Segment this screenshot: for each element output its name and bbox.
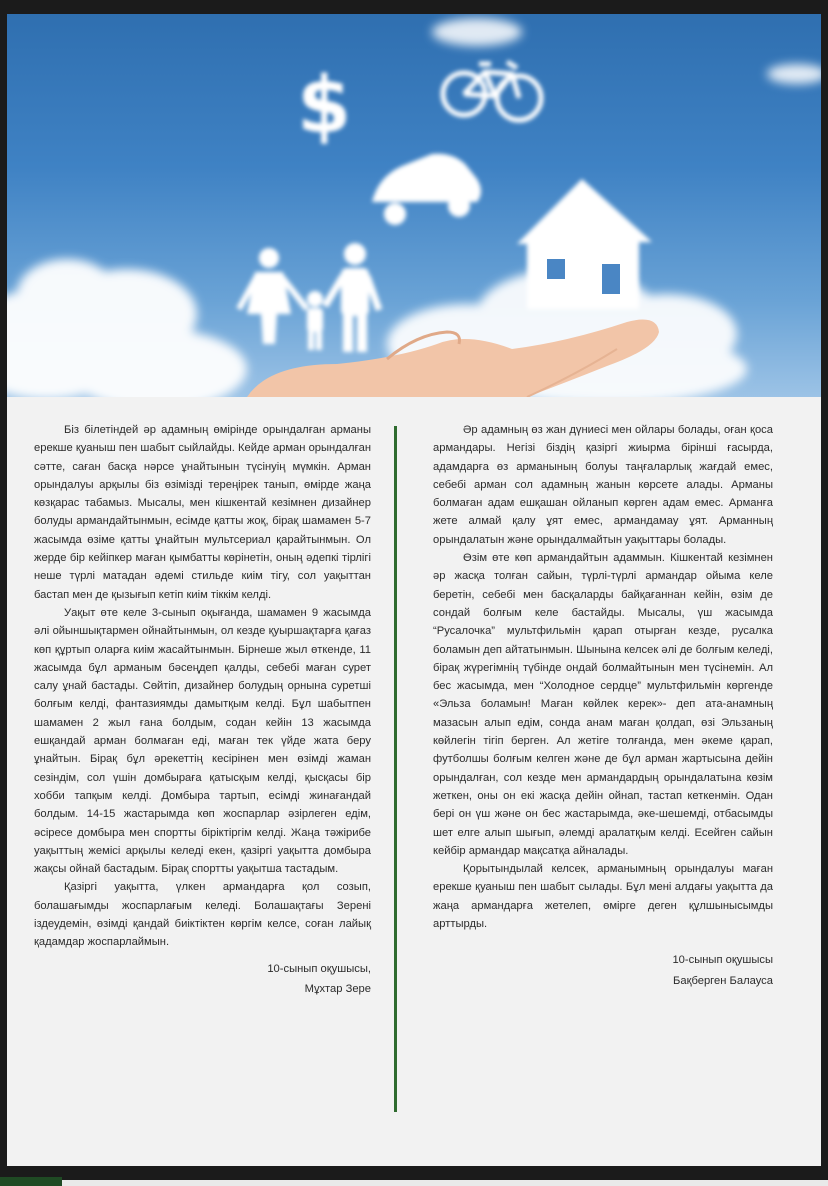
right-paragraph-2: Өзім өте көп армандайтын адаммын. Кішкентай кезімнен әр жасқа толған сайын, түрлі-түрлі армандар ойыма келе беретін, себебі мен басқаларды байқағаннан кейін, өзім де сондай болғым келе бастайды. Мысалы, үш жасымда “Русалочка” мультфильмін қарап отырған кезде, русалка боламын деп айтатынмын. Шынына келсек әлі де болғым келеді, бірақ жүрегімнің түбінде ондай болмайтынын мен түсінемін. Ал бес жасымда, мен “Холодное сердце” мультфильмін көргенде «Эльза боламын! Маған көйлек керек»- деп ата-анамның мазасын алып едім, сонда анам маған қолдап, өзі Эльзаның көйлегін тігіп берген. Ал жетіге толғанда, мен әкеме қарап, футболшы болғым келген және де бұл арман жартысына дейін орындалған, сол кезде мен армандардың орындалатына көзім жеткен, оны он екі жасқа дейін ойнап, тастап кеткенмін. Одан бері он үш және он бес жастарымда, әке-шешемді, отбасымды шет елге алып шығып, әлемді аралатқым келді. Есейген сайын кейбір армандар мақсатқа айналады. [433, 552, 773, 857]
left-article-column [34, 421, 371, 998]
bottom-strip [62, 1180, 828, 1186]
house-cloud-icon [517, 179, 652, 309]
svg-text:$: $ [297, 61, 352, 151]
left-author-class: 10-сынып оқушысы, [267, 962, 371, 975]
left-paragraph-2: Уақыт өте келе 3-сынып оқығанда, шамамен 9 жасымда әлі ойыншықтармен ойнайтынмын, ол кезде қуыршақтарға қағаз көп құртып оларға киім жасайтынмын. Бірнеше жыл өткенде, 11 жасымда бұл арманым бәсеңдеп қалды, себебі маған сурет салу ұнай бастады. Сөйтіп, дизайнер болудың орнына суретші болғым келді, фантазиямды дамытқым келді. Бұл шабытпен шамамен 2 жыл ғана болдым, содан кейін 13 жасымда ешқандай арман болмаған еді, маған тек үйде жата беру ұнайтын. Бірақ бұл әрекеттің кесірінен мен өзімді жаман сезіндім, сол үшін домбыраға қатысқым келді, қысқасы бір хобби тапқым келді. Домбыра тартып, есімді жинағандай болдым. 14-15 жастарымда көп жоспарлар әзірлеген едім, әсіресе домбыра мен спортты біріктіргім келді. Жаңа тәжірибе уақыттың жемісі арқылы келеді екен, қазіргі уақытта домбыра жақсы ойнай бастадым. Бірақ спортты уақытша тастадым. [34, 606, 371, 876]
hero-image [7, 14, 821, 397]
car-cloud-icon [372, 154, 481, 225]
bicycle-cloud-icon [443, 62, 541, 120]
bottom-tab [0, 1177, 62, 1186]
article-page [7, 14, 821, 1166]
left-paragraph-3: Қазіргі уақытта, үлкен армандарға қол созып, болашағымды жоспарлағым келеді. Болашақтағы Зерені іздеудемін, өзімді қандай биіктіктен көргім келсе, соған лайық қадамдар жоспарлаймын. [34, 881, 371, 949]
left-author-name: Мұхтар Зере [304, 982, 371, 995]
right-paragraph-3: Қорытындылай келсек, арманымның орындалуы маған ерекше қуаныш пен шабыт сылады. Бұл мені алдағы уақытта да жаңа армандарға жетелеп, өмірге деген құлшынысымды арттырды. [433, 863, 773, 931]
family-cloud-icon [239, 243, 379, 352]
cloud-bank-left [7, 259, 247, 397]
column-divider [394, 426, 397, 1112]
right-article-column [433, 421, 773, 990]
right-author-name: Бақберген Балауса [673, 974, 773, 987]
hero-illustration [7, 14, 821, 397]
right-paragraph-1: Әр адамның өз жан дүниесі мен ойлары болады, оған қоса армандары. Негізі біздің қазіргі жиырма бірінші ғасырда, адамдарға өз арманының болуы таңғаларлық жағдай емес, себебі арман сол адамның жанын көрсете алады. Арманы болмаған адам ешқашан ойланып көрген адам емес. Арманға жете алмай қалу ұят емес, армандамау ұят. Арманның орындалатын және орындалмайтын уақыттары болады. [433, 424, 773, 546]
right-author-class: 10-сынып оқушысы [672, 954, 773, 967]
dollar-cloud-icon [297, 61, 351, 151]
left-paragraph-1: Біз білетіндей әр адамның өмірінде орындалған арманы ерекше қуаныш пен шабыт сыйлайды. Кейде арман орындалған сәтте, саған басқа нәрсе ұнайтынын түсінуің мүмкін. Арман орындалуы арқылы біз өзімізді тереңірек танып, өмірде жаңа көзқарас табамыз. Мысалы, мен кішкентай кезімнен дизайнер болуды армандайтынмын, есімде қатты жоқ, бірақ шамамен 5-7 жасымда өзіме қатты ұнайтын мультсериал қарайтынмын. Ол жерде бір кейіпкер маған қымбатты көрінетін, оның әдепкі тірлігі неше түрлі матадан әдемі стильде киім тігу, сол уақыттан бастап мен де қызығып кетіп киім тіккім келді. [34, 424, 371, 601]
